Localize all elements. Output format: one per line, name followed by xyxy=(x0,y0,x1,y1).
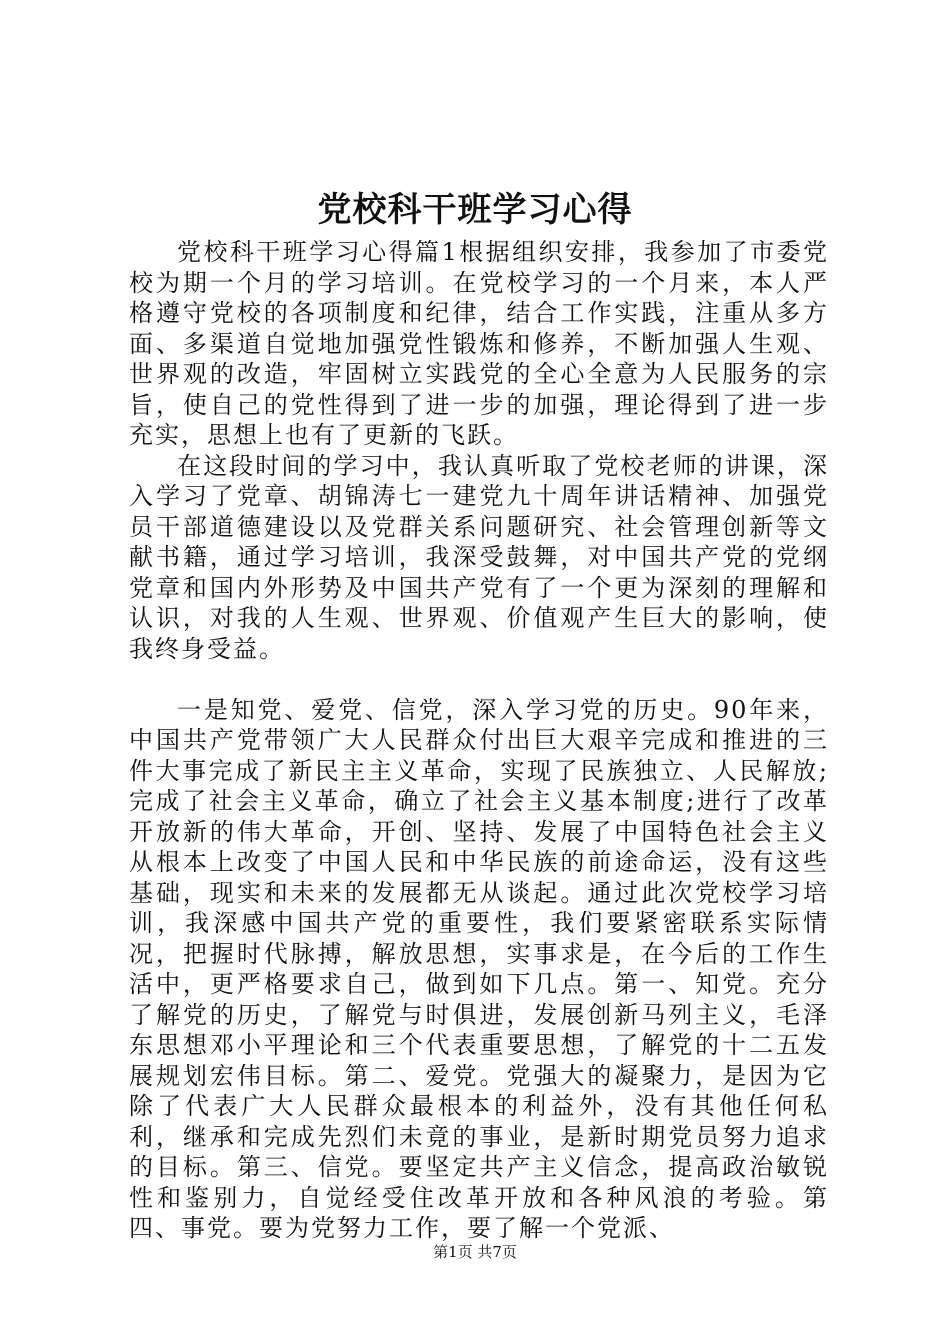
paragraph: 在这段时间的学习中，我认真听取了党校老师的讲课，深入学习了党章、胡锦涛七一建党九十周年讲话精神、加强党员干部道德建设以及党群关系问题研究、社会管理创新等文献书籍，通过学习培训，我深受鼓舞，对中国共产党的党纲党章和国内外形势及中国共产党有了一个更为深刻的理解和认识，对我的人生观、世界观、价值观产生巨大的影响，使我终身受益。 xyxy=(129,451,829,663)
document-body xyxy=(129,237,829,1244)
paragraph: 一是知党、爱党、信党，深入学习党的历史。90年来，中国共产党带领广大人民群众付出巨大艰辛完成和推进的三件大事完成了新民主主义革命，实现了民族独立、人民解放;完成了社会主义革命，确立了社会主义基本制度;进行了改革开放新的伟大革命，开创、坚持、发展了中国特色社会主义从根本上改变了中国人民和中华民族的前途命运，没有这些基础，现实和未来的发展都无从谈起。通过此次党校学习培训，我深感中国共产党的重要性，我们要紧密联系实际情况，把握时代脉搏，解放思想，实事求是，在今后的工作生活中，更严格要求自己，做到如下几点。第一、知党。充分了解党的历史，了解党与时俱进，发展创新马列主义，毛泽东思想邓小平理论和三个代表重要思想，了解党的十二五发展规划宏伟目标。第二、爱党。党强大的凝聚力，是因为它除了代表广大人民群众最根本的利益外，没有其他任何私利，继承和完成先烈们未竟的事业，是新时期党员努力追求的目标。第三、信党。要坚定共产主义信念，提高政治敏锐性和鉴别力，自觉经受住改革开放和各种风浪的考验。第四、事党。要为党努力工作，要了解一个党派、 xyxy=(129,695,829,1242)
paragraph: 党校科干班学习心得篇1根据组织安排，我参加了市委党校为期一个月的学习培训。在党校学习的一个月来，本人严格遵守党校的各项制度和纪律，结合工作实践，注重从多方面、多渠道自觉地加强党性锻炼和修养，不断加强人生观、世界观的改造，牢固树立实践党的全心全意为人民服务的宗旨，使自己的党性得到了进一步的加强，理论得到了进一步充实，思想上也有了更新的飞跃。 xyxy=(129,238,829,449)
page-title: 党校科干班学习心得 xyxy=(317,190,633,230)
page-footer: 第1页 共7页 xyxy=(433,1243,517,1261)
